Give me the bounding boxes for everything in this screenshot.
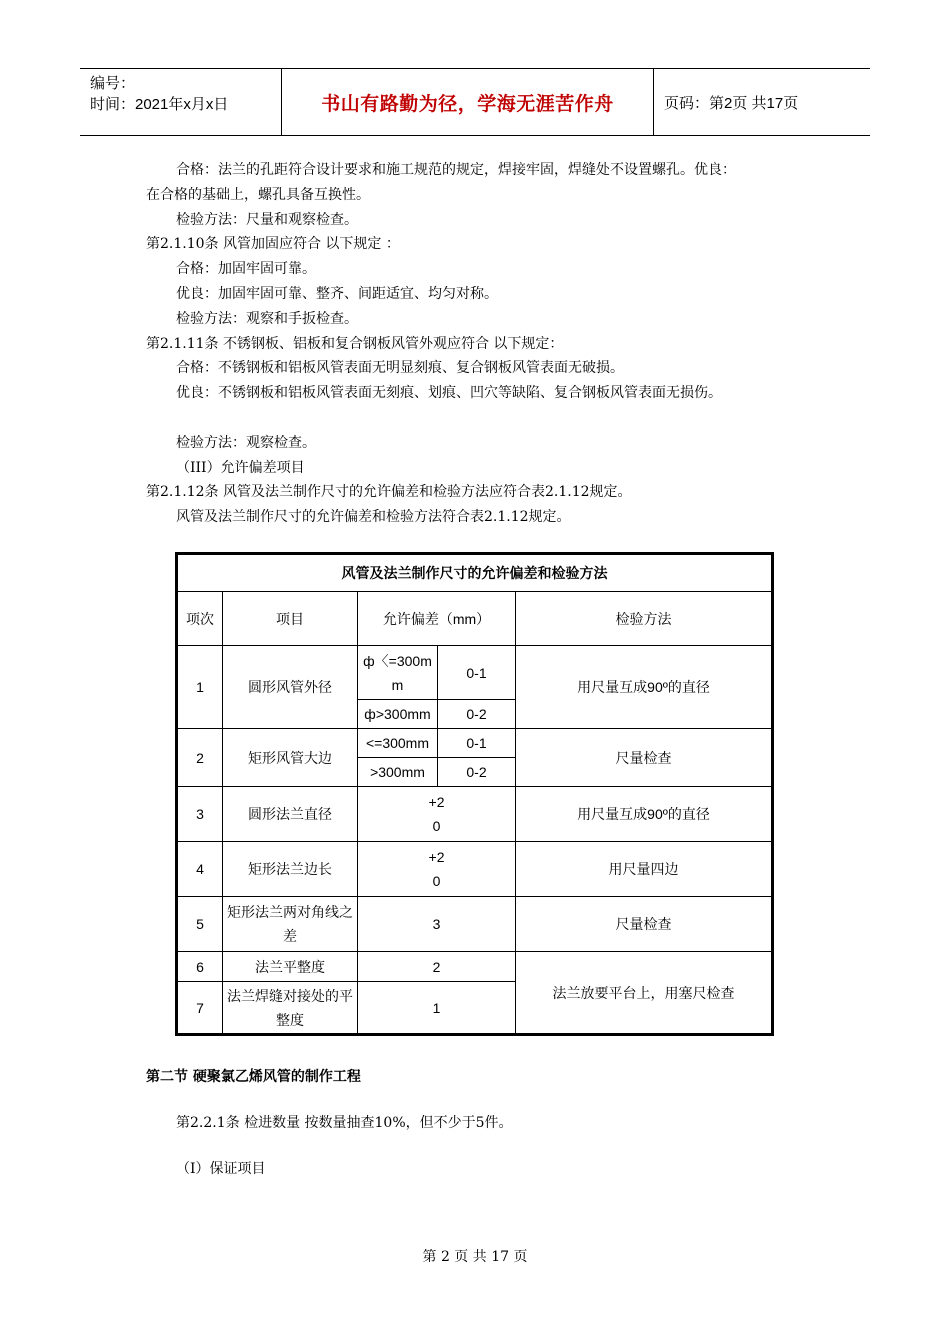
table-header: 检验方法: [516, 592, 772, 646]
header-time-label: 时间：2021年x月x日: [90, 96, 229, 113]
header-motto: 书山有路勤为径，学海无涯苦作舟: [282, 69, 654, 135]
page-footer: 第 2 页 共 17 页: [422, 1249, 528, 1265]
body-line: 风管及法兰制作尺寸的允许偏差和检验方法符合表2.1.12规定。: [176, 509, 571, 526]
clause-heading: 第2.1.12条 风管及法兰制作尺寸的允许偏差和检验方法应符合表2.1.12规定。: [146, 484, 632, 501]
clause-heading: 第2.1.10条 风管加固应符合 以下规定 ：: [146, 236, 400, 253]
row-method: 用尺量互成90º的直径: [516, 646, 772, 729]
row-item: 矩形法兰两对角线之差: [223, 897, 358, 952]
table-title: 风管及法兰制作尺寸的允许偏差和检验方法: [178, 555, 772, 592]
row-sub-condition: ф〈=300mm: [358, 646, 438, 700]
row-method: 法兰放要平台上，用塞尺检查: [516, 952, 772, 1034]
body-line: 优良：加固牢固可靠、整齐、间距适宜、均匀对称。: [176, 285, 498, 302]
subsection-heading: （III）允许偏差项目: [176, 459, 305, 476]
row-value: 2: [358, 952, 516, 982]
row-number: 4: [178, 842, 223, 897]
body-text: [146, 158, 826, 530]
row-sub-condition: <=300mm: [358, 729, 438, 758]
row-value-lower: 0: [432, 873, 441, 889]
header-code-label: 编号：: [90, 75, 136, 92]
row-method: 尺量检查: [516, 897, 772, 952]
row-value: 3: [358, 897, 516, 952]
header-meta: [80, 69, 282, 135]
row-item: 矩形风管大边: [223, 729, 358, 787]
row-number: 3: [178, 787, 223, 842]
section-title: 第二节 硬聚氯乙烯风管的制作工程: [146, 1069, 361, 1085]
clause-heading: 第2.1.11条 不锈钢板、铝板和复合钢板风管外观应符合 以下规定：: [146, 335, 564, 352]
row-item: 矩形法兰边长: [223, 842, 358, 897]
row-value: 0-2: [438, 758, 516, 787]
row-value: 0-1: [438, 646, 516, 700]
row-number: 2: [178, 729, 223, 787]
row-value: 1: [358, 982, 516, 1034]
body-line: 在合格的基础上，螺孔具备互换性。: [146, 186, 370, 203]
row-number: 5: [178, 897, 223, 952]
header-page-info: 页码：第2页 共17页: [664, 94, 799, 112]
row-number: 1: [178, 646, 223, 729]
blank-line: [146, 406, 826, 431]
body-line: 检验方法：观察和手扳检查。: [176, 310, 358, 327]
row-method: 用尺量四边: [516, 842, 772, 897]
row-sub-condition: >300mm: [358, 758, 438, 787]
tolerance-table: [175, 552, 774, 1036]
body-line: 合格：法兰的孔距符合设计要求和施工规范的规定，焊接牢固，焊缝处不设置螺孔。优良：: [176, 162, 736, 178]
row-sub-condition: ф>300mm: [358, 700, 438, 729]
row-method: 尺量检查: [516, 729, 772, 787]
table-header: 项目: [223, 592, 358, 646]
row-value: [358, 842, 516, 897]
body-line: 检验方法：尺量和观察检查。: [176, 211, 358, 228]
table-header: 项次: [178, 592, 223, 646]
row-value-upper: +2: [428, 794, 445, 810]
row-item: 圆形法兰直径: [223, 787, 358, 842]
body-line: 优良：不锈钢板和铝板风管表面无刻痕、划痕、凹穴等缺陷、复合钢板风管表面无损伤。: [176, 385, 722, 402]
body-line: 合格：加固牢固可靠。: [176, 261, 316, 278]
row-value: 0-2: [438, 700, 516, 729]
row-item: 法兰焊缝对接处的平整度: [223, 982, 358, 1034]
row-value: [358, 787, 516, 842]
row-number: 6: [178, 952, 223, 982]
clause-paragraph: 第2.2.1条 检进数量 按数量抽查10%，但不少于5件。: [176, 1115, 513, 1131]
row-item: 法兰平整度: [223, 952, 358, 982]
row-item: 圆形风管外径: [223, 646, 358, 729]
row-value: 0-1: [438, 729, 516, 758]
page-header: [80, 68, 870, 136]
row-value-lower: 0: [432, 818, 441, 834]
row-value-upper: +2: [428, 849, 445, 865]
row-number: 7: [178, 982, 223, 1034]
body-line: 检验方法：观察检查。: [176, 434, 316, 451]
row-method: 用尺量互成90º的直径: [516, 787, 772, 842]
table-header: 允许偏差（mm）: [358, 592, 516, 646]
subsection-heading: （I）保证项目: [176, 1161, 266, 1177]
body-line: 合格：不锈钢板和铝板风管表面无明显刻痕、复合钢板风管表面无破损。: [176, 360, 624, 377]
